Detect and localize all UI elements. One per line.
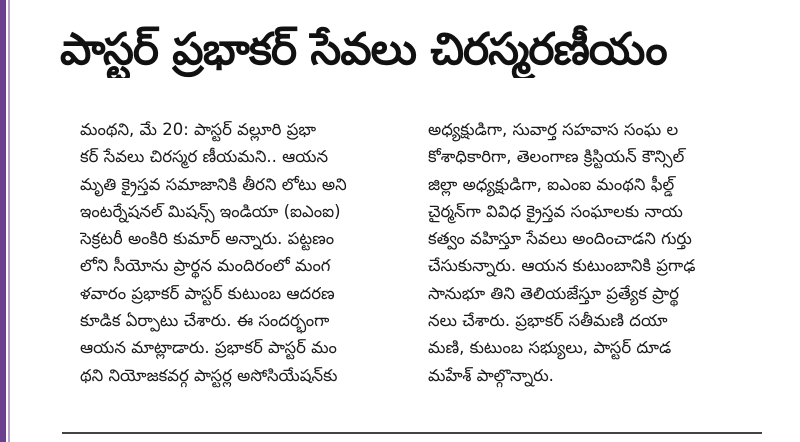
- text-line: మంథని, మే 20: పాస్టర్ వల్లూరి ప్రభా: [80, 120, 317, 139]
- text-line: సానుభూ తిని తెలియజేస్తూ ప్రత్యేక ప్రార్థ: [428, 283, 679, 303]
- page-edge-rule-inner: [8, 0, 10, 442]
- page-edge-rule: [0, 0, 6, 442]
- text-line: థని నియోజకవర్గ పాస్టర్ల అసోసియేషన్‌కు: [80, 365, 338, 385]
- text-line: కత్వం వహిస్తూ సేవలు అందించాడని గుర్తు: [428, 229, 692, 249]
- article-column-right: [428, 116, 773, 389]
- text-line: కూడిక ఏర్పాటు చేశారు. ఈ సందర్భంగా: [80, 311, 330, 331]
- text-line: మహేశ్ పాల్గొన్నారు.: [428, 365, 554, 385]
- text-line: ళవారం ప్రభాకర్ పాస్టర్ కుటుంబ ఆదరణ: [80, 283, 335, 303]
- text-line: చైర్మన్‌గా వివిధ క్రైస్తవ సంఘాలకు నాయ: [428, 201, 683, 221]
- text-line: లోని సీయోను ప్రార్థన మందిరంలో మంగ: [80, 256, 331, 276]
- text-line: నలు చేశారు. ప్రభాకర్ సతీమణి దయా: [428, 311, 668, 331]
- text-line: జిల్లా అధ్యక్షుడిగా, ఐఎంఐ మంథని ఫీల్డ్: [428, 174, 675, 194]
- bottom-divider: [62, 432, 762, 434]
- text-line: ఆయన మాట్లాడారు. ప్రభాకర్ పాస్టర్ మం: [80, 338, 337, 358]
- text-line: కర్ సేవలు చిరస్మర ణీయమని.. ఆయన: [80, 147, 329, 167]
- text-line: మణి, కుటుంబ సభ్యులు, పాస్టర్ దూడ: [428, 338, 672, 358]
- text-line: ఇంటర్నేషనల్ మిషన్స్ ఇండియా (ఐఎంఐ): [80, 201, 341, 221]
- article-headline: పాస్టర్ ప్రభాకర్ సేవలు చిరస్మరణీయం: [60, 24, 667, 75]
- text-line: మృతి క్రైస్తవ సమాజానికి తీరని లోటు అని: [80, 174, 347, 194]
- text-line: సెక్రటరీ అంకిరి కుమార్ అన్నారు. పట్టణం: [80, 229, 335, 249]
- article-column-left: [80, 116, 408, 389]
- news-article: [40, 0, 785, 442]
- text-line: అధ్యక్షుడిగా, సువార్త సహవాస సంఘ ల: [428, 120, 679, 139]
- text-line: చేసుకున్నారు. ఆయన కుటుంబానికి ప్రగాఢ: [428, 256, 696, 276]
- text-line: కోశాధికారిగా, తెలంగాణ క్రిస్టియన్ కౌన్సిల్: [428, 147, 685, 167]
